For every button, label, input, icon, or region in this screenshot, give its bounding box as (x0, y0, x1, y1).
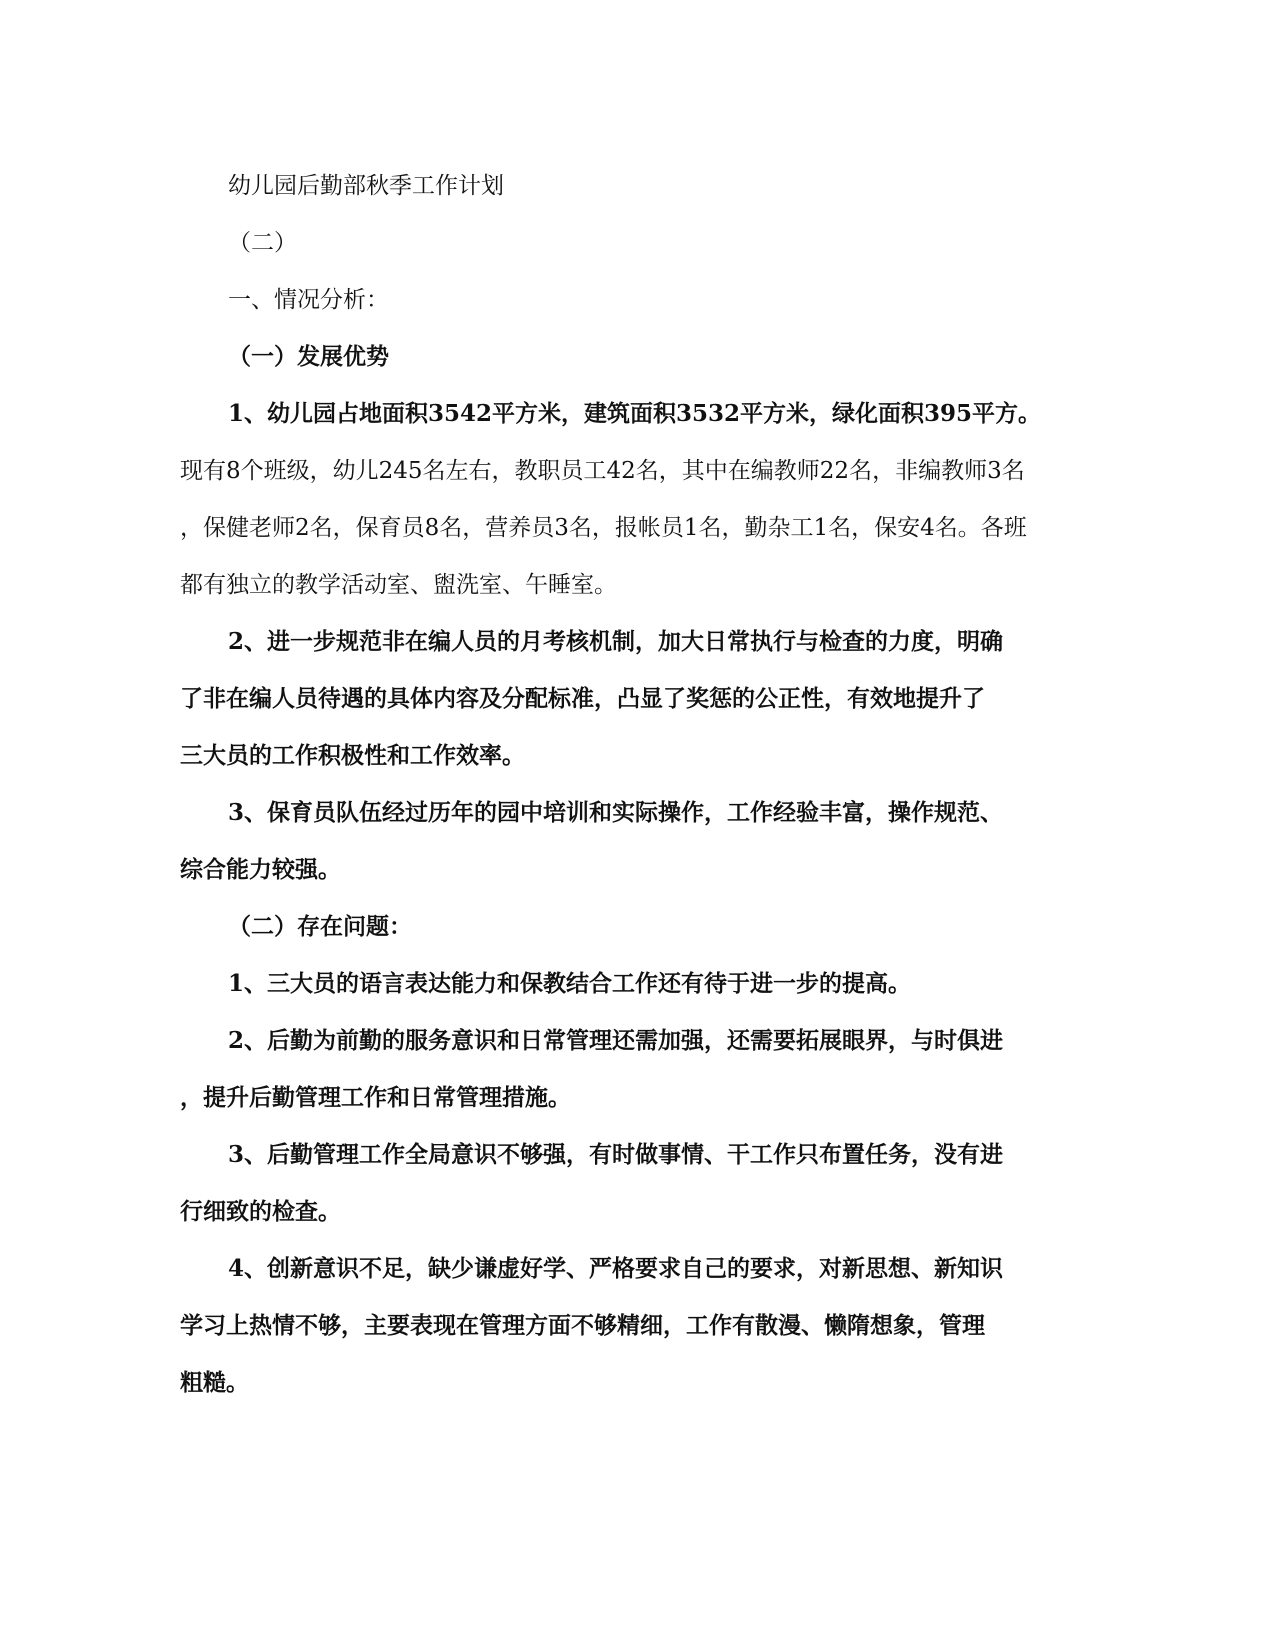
problem-3-line-2: 行细致的检查。 (180, 1198, 341, 1225)
problem-4-line-3: 粗糙。 (180, 1369, 249, 1396)
subsection-heading-advantages: （一）发展优势 (228, 343, 389, 370)
problem-4-line-1: 4、创新意识不足，缺少谦虚好学、严格要求自己的要求，对新思想、新知识 (228, 1255, 1004, 1282)
problem-3-line-1: 3、后勤管理工作全局意识不够强，有时做事情、干工作只布置任务，没有进 (228, 1141, 1004, 1168)
problem-2-line-2: ，提升后勤管理工作和日常管理措施。 (180, 1084, 571, 1111)
problem-2-line-1: 2、后勤为前勤的服务意识和日常管理还需加强，还需要拓展眼界，与时俱进 (228, 1027, 1004, 1054)
advantage-1-line-2: 现有8个班级，幼儿245名左右，教职员工42名，其中在编教师22名，非编教师3名 (180, 458, 1025, 484)
advantage-2-line-2: 了非在编人员待遇的具体内容及分配标准，凸显了奖惩的公正性，有效地提升了 (180, 685, 985, 712)
advantage-1-line-3: ，保健老师2名，保育员8名，营养员3名，报帐员1名，勤杂工1名，保安4名。各班 (180, 515, 1027, 541)
advantage-3-line-1: 3、保育员队伍经过历年的园中培训和实际操作，工作经验丰富，操作规范、 (228, 799, 1004, 826)
section-heading-analysis: 一、情况分析： (228, 287, 389, 313)
document-title: 幼儿园后勤部秋季工作计划 (228, 173, 504, 199)
advantage-3-line-2: 综合能力较强。 (180, 856, 341, 883)
advantage-2-line-3: 三大员的工作积极性和工作效率。 (180, 742, 525, 769)
subsection-heading-problems: （二）存在问题： (228, 913, 412, 940)
problem-4-line-2: 学习上热情不够，主要表现在管理方面不够精细，工作有散漫、懒隋想象，管理 (180, 1312, 985, 1339)
advantage-2-line-1: 2、进一步规范非在编人员的月考核机制，加大日常执行与检查的力度，明确 (228, 628, 1004, 655)
advantage-1-line-1: 1、幼儿园占地面积3542平方米，建筑面积3532平方米，绿化面积395平方。 (228, 400, 1042, 427)
advantage-1-line-4: 都有独立的教学活动室、盥洗室、午睡室。 (180, 572, 617, 598)
document-subtitle: （二） (228, 230, 297, 256)
problem-1-line-1: 1、三大员的语言表达能力和保教结合工作还有待于进一步的提高。 (228, 970, 912, 997)
